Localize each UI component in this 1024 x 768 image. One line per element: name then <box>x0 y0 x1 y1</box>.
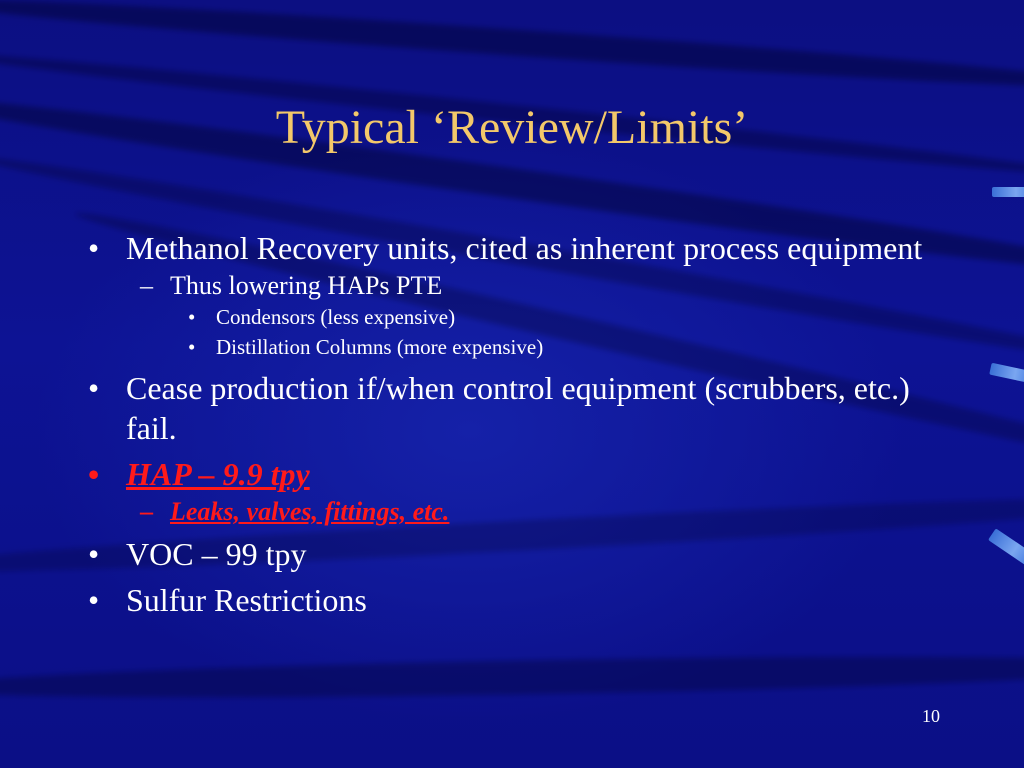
sub-sub-bullet-item <box>88 332 928 362</box>
highlighted-sub-bullet-text: Leaks, valves, fittings, etc. <box>170 497 450 526</box>
sub-sub-bullet-text: Distillation Columns (more expensive) <box>216 335 544 359</box>
highlighted-sub-bullet-item <box>88 496 928 528</box>
bullet-marker: • <box>188 335 196 359</box>
bullet-text: Cease production if/when control equipment (scrubbers, etc.) fail. <box>126 370 910 446</box>
bullet-text: VOC – 99 tpy <box>126 536 307 572</box>
bullet-item <box>88 534 928 574</box>
bullet-text: Sulfur Restrictions <box>126 582 367 618</box>
bullet-marker: • <box>88 370 100 406</box>
bullet-text: Methanol Recovery units, cited as inherent process equipment <box>126 230 923 266</box>
sub-sub-bullet-text: Condensors (less expensive) <box>216 305 456 329</box>
sub-bullet-text: Thus lowering HAPs PTE <box>170 271 443 300</box>
edge-accent-mark <box>992 187 1024 197</box>
slide-title: Typical ‘Review/Limits’ <box>275 101 749 154</box>
bullet-item <box>88 228 928 268</box>
bullet-marker: • <box>88 536 100 572</box>
bullet-marker: • <box>88 230 100 266</box>
bullet-item <box>88 368 928 448</box>
dash-marker: – <box>140 271 153 300</box>
bullet-marker: • <box>88 582 100 618</box>
bullet-marker: • <box>188 305 196 329</box>
bullet-item <box>88 580 928 620</box>
page-number: 10 <box>922 706 940 726</box>
bullet-list <box>88 222 928 620</box>
edge-accent-mark <box>988 528 1024 565</box>
background-swoosh <box>0 649 1024 705</box>
highlighted-bullet-text: HAP – 9.9 tpy <box>126 456 310 492</box>
edge-accent-mark <box>989 363 1024 383</box>
sub-sub-bullet-item <box>88 302 928 332</box>
sub-bullet-item <box>88 270 928 302</box>
highlighted-bullet-item <box>88 454 928 494</box>
bullet-marker: • <box>88 456 100 492</box>
dash-marker: – <box>140 497 153 526</box>
